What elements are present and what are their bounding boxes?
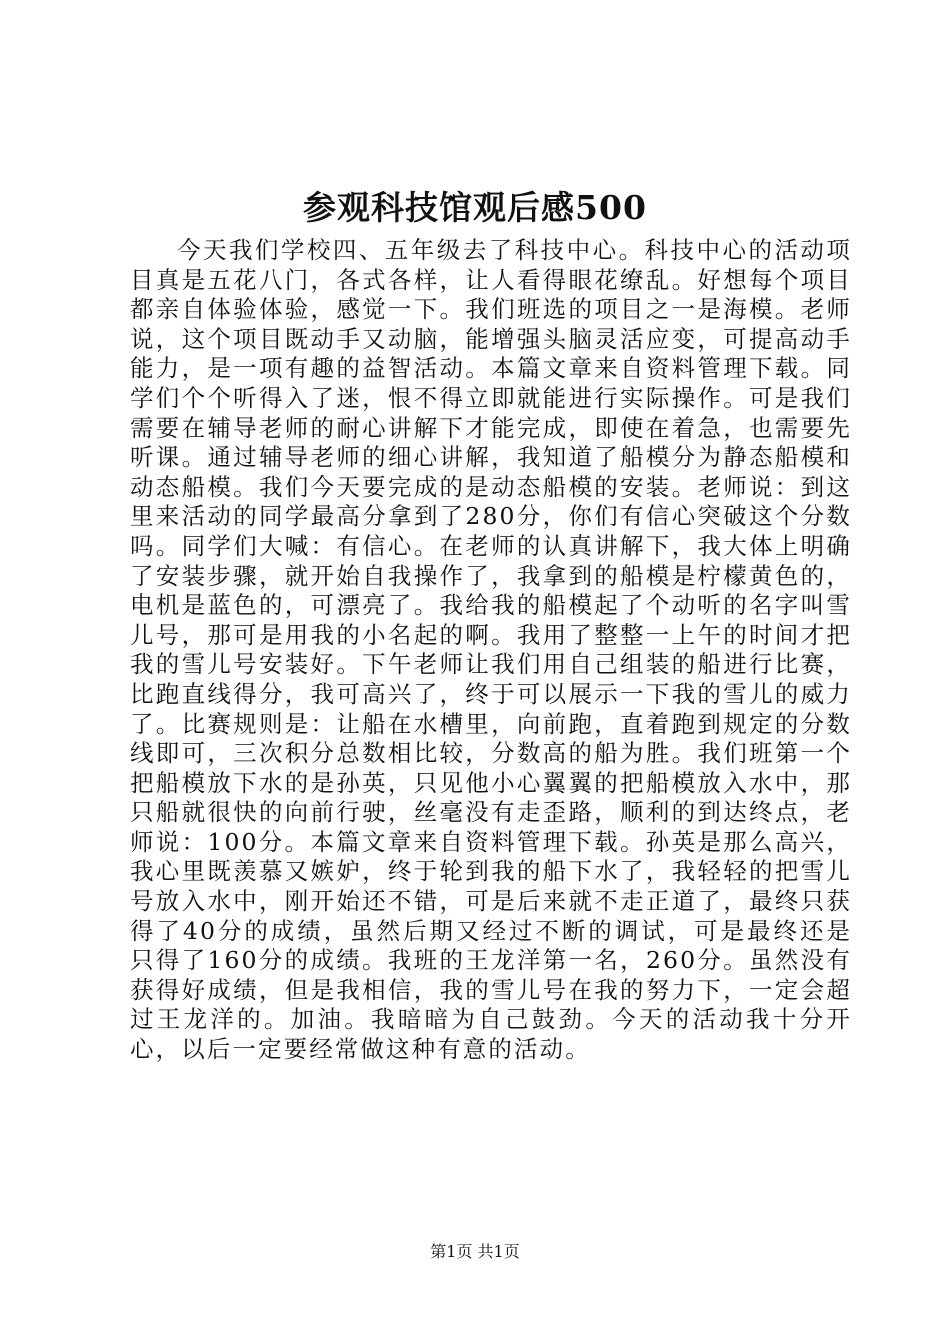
body-paragraph: 今天我们学校四、五年级去了科技中心。科技中心的活动项目真是五花八门，各式各样，让人看得眼花缭乱。好想每个项目都亲自体验体验，感觉一下。我们班选的项目之一是海模。老师说，这个项目既动手又动脑，能增强头脑灵活应变，可提高动手能力，是一项有趣的益智活动。本篇文章来自资料管理下载。同学们个个听得入了迷，恨不得立即就能进行实际操作。可是我们需要在辅导老师的耐心讲解下才能完成，即使在着急，也需要先听课。通过辅导老师的细心讲解，我知道了船模分为静态船模和动态船模。我们今天要完成的是动态船模的安装。老师说：到这里来活动的同学最高分拿到了280分，你们有信心突破这个分数吗。同学们大喊：有信心。在老师的认真讲解下，我大体上明确了安装步骤，就开始自我操作了，我拿到的船模是柠檬黄色的，电机是蓝色的，可漂亮了。我给我的船模起了个动听的名字叫雪儿号，那可是用我的小名起的啊。我用了整整一上午的时间才把我的雪儿号安装好。下午老师让我们用自己组装的船进行比赛，比跑直线得分，我可高兴了，终于可以展示一下我的雪儿的威力了。比赛规则是：让船在水槽里，向前跑，直着跑到规定的分数线即可，三次积分总数相比较，分数高的船为胜。我们班第一个把船模放下水的是孙英，只见他小心翼翼的把船模放入水中，那只船就很快的向前行驶，丝毫没有走歪路，顺利的到达终点，老师说：100分。本篇文章来自资料管理下载。孙英是那么高兴，我心里既羡慕又嫉妒，终于轮到我的船下水了，我轻轻的把雪儿号放入水中，刚开始还不错，可是后来就不走正道了，最终只获得了40分的成绩，虽然后期又经过不断的调试，可是最终还是只得了160分的成绩。我班的王龙洋第一名，260分。虽然没有获得好成绩，但是我相信，我的雪儿号在我的努力下，一定会超过王龙洋的。加油。我暗暗为自己鼓劲。今天的活动我十分开心，以后一定要经常做这种有意的活动。 bbox=[130, 236, 852, 1064]
document-title: 参观科技馆观后感500 bbox=[303, 188, 647, 227]
page-footer: 第1页 共1页 bbox=[430, 1242, 520, 1261]
